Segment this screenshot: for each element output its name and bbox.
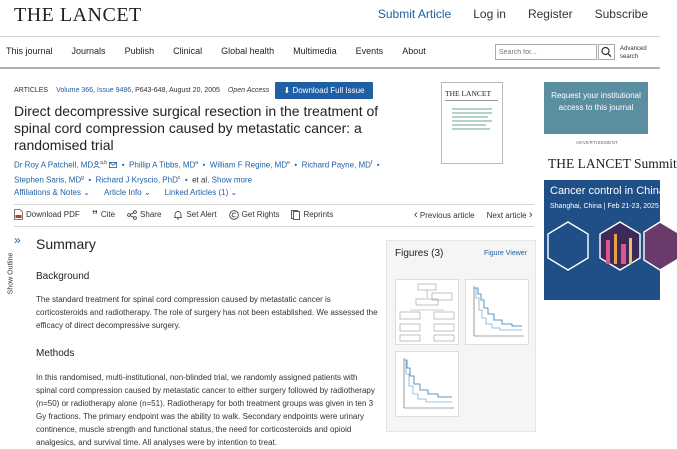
account-links	[378, 7, 648, 21]
previous-article-link[interactable]: ‹ Previous article	[414, 209, 475, 221]
figure-thumbnail-kaplan-meier-1[interactable]	[465, 279, 529, 345]
submit-article-link[interactable]: Submit Article	[377, 7, 452, 21]
download-icon: ⬇	[283, 86, 291, 95]
show-outline-toggle[interactable]: » Show Outline	[7, 233, 21, 295]
share-button[interactable]: Share	[127, 210, 161, 220]
search-icon	[599, 45, 614, 59]
figure-viewer-link[interactable]: Figure Viewer	[483, 250, 527, 257]
nav-global-health[interactable]: Global health	[221, 46, 275, 56]
register-link[interactable]: Register	[527, 7, 573, 21]
issue-link[interactable]: Volume 366, Issue 9486	[56, 87, 132, 94]
search-button[interactable]	[598, 44, 615, 60]
nav-multimedia[interactable]: Multimedia	[293, 46, 337, 56]
ad-logo[interactable]: THE LANCET Summit	[548, 156, 677, 171]
article-info-links	[14, 188, 237, 197]
cover-text-lines-graphic	[442, 103, 502, 163]
advertisement-banner[interactable]	[544, 180, 665, 300]
reprints-button[interactable]: Reprints	[291, 210, 333, 220]
show-more-authors[interactable]: Show more	[211, 175, 253, 185]
nav-clinical[interactable]: Clinical	[173, 46, 203, 56]
chevron-down-icon: ⌄	[230, 188, 238, 197]
subscribe-link[interactable]: Subscribe	[594, 7, 648, 21]
divider	[14, 204, 534, 205]
figures-panel	[386, 240, 536, 432]
nav-journals[interactable]: Journals	[71, 46, 106, 56]
flowchart-thumbnail-graphic	[396, 280, 458, 344]
affiliations-toggle[interactable]: Affiliations & Notes ⌄	[14, 188, 90, 197]
download-full-issue-button[interactable]: ⬇ Download Full Issue	[275, 82, 373, 99]
linked-articles-toggle[interactable]: Linked Articles (1) ⌄	[164, 188, 238, 197]
site-header	[0, 0, 660, 37]
double-chevron-right-icon: »	[14, 233, 21, 247]
nav-publish[interactable]: Publish	[124, 46, 155, 56]
cover-logo: THE LANCET	[445, 89, 492, 98]
search-input[interactable]	[495, 44, 597, 60]
download-pdf-button[interactable]: Download PDF	[14, 209, 80, 220]
author-link[interactable]: Stephen Saris, MD	[14, 175, 82, 185]
article-navigation	[414, 209, 533, 221]
journal-cover[interactable]	[441, 82, 503, 164]
author-link[interactable]: Phillip A Tibbs, MD	[129, 160, 196, 170]
cite-button[interactable]: ” Cite	[91, 207, 116, 222]
figure-thumbnail-flowchart[interactable]	[395, 279, 459, 345]
login-link[interactable]: Log in	[473, 7, 506, 21]
quote-icon: ”	[91, 207, 98, 222]
nav-about[interactable]: About	[402, 46, 426, 56]
open-access-label: Open Access	[227, 87, 270, 94]
methods-heading: Methods	[36, 348, 75, 359]
et-al: et al.	[192, 175, 210, 185]
pdf-icon	[14, 209, 23, 220]
article-type: ARTICLES	[14, 87, 49, 94]
chevron-down-icon: ⌄	[83, 188, 90, 197]
chevron-down-icon: ⌄	[143, 188, 151, 197]
email-icon[interactable]	[109, 162, 117, 168]
advertisement-label: ADVERTISEMENT	[576, 140, 619, 145]
next-article-link[interactable]: Next article ›	[486, 209, 533, 221]
lancet-logo[interactable]: THE LANCET	[14, 4, 142, 26]
author-link[interactable]: Richard J Kryscio, PhD	[95, 175, 178, 185]
background-paragraph: The standard treatment for spinal cord compression caused by metastatic cancer is corticosteroids and radiotherapy. The role of surgery has not been established. We assessed the efficacy of direct decompressive surgery.	[36, 295, 378, 330]
ad-hexagon-graphic	[544, 180, 660, 300]
get-rights-button[interactable]: Get Rights	[229, 210, 280, 220]
ad-title: Cancer control in China	[550, 185, 665, 197]
article-info-toggle[interactable]: Article Info ⌄	[103, 188, 151, 197]
figures-title: Figures (3)	[395, 248, 444, 259]
document-icon	[291, 210, 300, 220]
copyright-icon	[229, 210, 239, 220]
nav-this-journal[interactable]: This journal	[6, 46, 53, 56]
survival-curve-thumbnail-graphic	[466, 280, 528, 344]
nav-events[interactable]: Events	[355, 46, 384, 56]
bell-icon	[173, 210, 183, 220]
methods-paragraph: In this randomised, multi-institutional, non-blinded trial, we randomly assigned patients with spinal cord compression caused by metastatic cancer to either surgery followed by radiotherapy (n=50) or radiotherapy alone (n=51). Radiotherapy for both treatment groups was given in ten 3 Gy fractions. The primary endpoint was the ability to walk. Secondary endpoints were urinary continence, muscle strength and functional status, the need for corticosteroids and opioid analgesics, and survival time. All analyses were by intention to treat.	[36, 373, 375, 447]
article-meta: ARTICLES Volume 366, Issue 9486, P643-648, August 20, 2005 Open Access	[14, 87, 270, 94]
article-toolbar	[14, 209, 333, 220]
summary-heading: Summary	[36, 236, 96, 252]
chevron-left-icon: ‹	[414, 209, 418, 221]
author-list: Dr Roy A Patchell, MD $^{a,b}$ • Phillip A Tibbs, $MD^a$ • William F Regine, MDe • Richard Payne, $MD^f$ • Stephen Saris, $MD^g$ • Richard J Kryscio, PhD$^c$ • et al. Show more	[14, 160, 380, 185]
author-link[interactable]: Richard Payne, MD	[301, 160, 371, 170]
survival-curve-thumbnail-graphic	[396, 352, 458, 416]
divider	[14, 226, 534, 227]
institutional-access-button[interactable]: Request your institutional access to this journal	[544, 82, 648, 134]
figure-thumbnail-kaplan-meier-2[interactable]	[395, 351, 459, 417]
ad-subtitle: Shanghai, China | Feb 21-23, 2025	[550, 203, 659, 210]
advanced-search-link[interactable]: Advanced search	[620, 46, 647, 60]
author-link[interactable]: Dr Roy A Patchell, MD	[14, 160, 94, 170]
set-alert-button[interactable]: Set Alert	[173, 210, 216, 220]
article-pages: P643-648, August 20, 2005	[135, 87, 220, 94]
share-icon	[127, 210, 137, 220]
cover-divider	[445, 100, 498, 101]
background-heading: Background	[36, 271, 90, 282]
article-title: Direct decompressive surgical resection in the treatment of spinal cord compression caused by metastatic cancer: a randomised trial	[14, 103, 379, 153]
author-link[interactable]: William F Regine, MD	[209, 160, 288, 170]
chevron-right-icon: ›	[528, 209, 533, 221]
